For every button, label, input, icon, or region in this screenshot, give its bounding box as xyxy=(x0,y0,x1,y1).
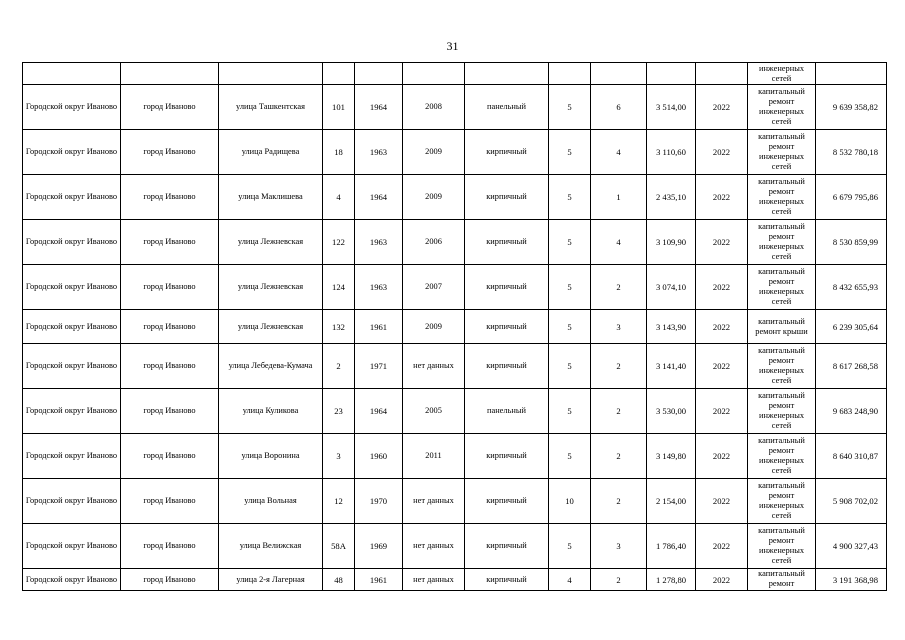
plan-year-cell: 2022 xyxy=(696,265,748,310)
street-cell: улица Ташкентская xyxy=(219,85,323,130)
floors-cell: 5 xyxy=(549,265,591,310)
city-cell: город Иваново xyxy=(121,130,219,175)
year-built-cell: 1964 xyxy=(355,175,403,220)
district-cell: Городской округ Иваново xyxy=(23,85,121,130)
last-renovation-cell: 2009 xyxy=(403,130,465,175)
city-cell: город Иваново xyxy=(121,220,219,265)
area-cell: 3 110,60 xyxy=(647,130,696,175)
plan-year-cell: 2022 xyxy=(696,344,748,389)
cost-cell: 6 679 795,86 xyxy=(816,175,887,220)
floors-cell: 5 xyxy=(549,310,591,344)
wall-material-cell: кирпичный xyxy=(465,130,549,175)
table-row xyxy=(23,265,887,310)
floors-cell: 10 xyxy=(549,479,591,524)
last-renovation-cell: 2011 xyxy=(403,434,465,479)
year-built-cell: 1969 xyxy=(355,524,403,569)
floors-cell: 5 xyxy=(549,130,591,175)
area-cell: 3 149,80 xyxy=(647,434,696,479)
work-type-cell: капитальный ремонт инженерных сетей xyxy=(748,479,816,524)
house-number-cell: 122 xyxy=(323,220,355,265)
table-row xyxy=(23,130,887,175)
table-body xyxy=(23,63,887,591)
year-built-cell: 1971 xyxy=(355,344,403,389)
street-cell: улица Лежневская xyxy=(219,220,323,265)
wall-material-cell: кирпичный xyxy=(465,479,549,524)
plan-year-cell: 2022 xyxy=(696,310,748,344)
entrances-cell: 1 xyxy=(591,175,647,220)
work-type-cell: капитальный ремонт инженерных сетей xyxy=(748,389,816,434)
plan-year-cell: 2022 xyxy=(696,524,748,569)
entrances-cell: 4 xyxy=(591,130,647,175)
last-renovation-cell: нет данных xyxy=(403,524,465,569)
house-number-cell: 18 xyxy=(323,130,355,175)
year-built-cell: 1963 xyxy=(355,130,403,175)
city-cell: город Иваново xyxy=(121,344,219,389)
work-type-cell: капитальный ремонт инженерных сетей xyxy=(748,434,816,479)
last-renovation-cell: нет данных xyxy=(403,569,465,591)
last-renovation-cell: 2008 xyxy=(403,85,465,130)
house-number-cell: 2 xyxy=(323,344,355,389)
district-cell: Городской округ Иваново xyxy=(23,310,121,344)
wall-material-cell: кирпичный xyxy=(465,265,549,310)
work-type-cell: капитальный ремонт инженерных сетей xyxy=(748,344,816,389)
table-row xyxy=(23,569,887,591)
plan-year-cell: 2022 xyxy=(696,479,748,524)
year-built-cell: 1970 xyxy=(355,479,403,524)
area-cell: 3 143,90 xyxy=(647,310,696,344)
area-cell: 3 141,40 xyxy=(647,344,696,389)
floors-cell: 5 xyxy=(549,524,591,569)
street-cell: улица Радищева xyxy=(219,130,323,175)
table-row-continued xyxy=(23,63,887,85)
house-number-cell: 23 xyxy=(323,389,355,434)
area-cell: 3 074,10 xyxy=(647,265,696,310)
house-number-cell: 101 xyxy=(323,85,355,130)
area-cell: 2 435,10 xyxy=(647,175,696,220)
last-renovation-cell: 2005 xyxy=(403,389,465,434)
city-cell: город Иваново xyxy=(121,479,219,524)
entrances-cell: 2 xyxy=(591,265,647,310)
cost-cell: 8 640 310,87 xyxy=(816,434,887,479)
entrances-cell: 2 xyxy=(591,389,647,434)
street-cell: улица 2-я Лагерная xyxy=(219,569,323,591)
wall-material-cell: кирпичный xyxy=(465,175,549,220)
cost-cell: 6 239 305,64 xyxy=(816,310,887,344)
area-cell: 3 109,90 xyxy=(647,220,696,265)
cost-cell: 9 639 358,82 xyxy=(816,85,887,130)
district-cell: Городской округ Иваново xyxy=(23,524,121,569)
street-cell: улица Лебедева-Кумача xyxy=(219,344,323,389)
house-number-cell: 132 xyxy=(323,310,355,344)
house-number-cell: 3 xyxy=(323,434,355,479)
house-number-cell: 4 xyxy=(323,175,355,220)
year-built-cell: 1964 xyxy=(355,85,403,130)
last-renovation-cell: 2007 xyxy=(403,265,465,310)
cost-cell: 8 432 655,93 xyxy=(816,265,887,310)
street-cell: улица Велижская xyxy=(219,524,323,569)
plan-year-cell: 2022 xyxy=(696,85,748,130)
table-row xyxy=(23,344,887,389)
entrances-cell: 2 xyxy=(591,434,647,479)
street-cell: улица Вольная xyxy=(219,479,323,524)
table-row xyxy=(23,434,887,479)
district-cell: Городской округ Иваново xyxy=(23,389,121,434)
area-cell: 2 154,00 xyxy=(647,479,696,524)
page-number: 31 xyxy=(446,39,459,53)
cost-cell: 8 617 268,58 xyxy=(816,344,887,389)
work-type-cell: инженерных сетей xyxy=(748,63,816,85)
work-type-cell: капитальный ремонт инженерных сетей xyxy=(748,524,816,569)
floors-cell: 5 xyxy=(549,389,591,434)
cost-cell: 9 683 248,90 xyxy=(816,389,887,434)
city-cell: город Иваново xyxy=(121,85,219,130)
wall-material-cell: кирпичный xyxy=(465,434,549,479)
cost-cell: 8 532 780,18 xyxy=(816,130,887,175)
table-row xyxy=(23,220,887,265)
plan-year-cell: 2022 xyxy=(696,175,748,220)
floors-cell: 4 xyxy=(549,569,591,591)
plan-year-cell: 2022 xyxy=(696,130,748,175)
wall-material-cell: панельный xyxy=(465,389,549,434)
street-cell: улица Лежневская xyxy=(219,310,323,344)
cost-cell: 3 191 368,98 xyxy=(816,569,887,591)
year-built-cell: 1963 xyxy=(355,220,403,265)
work-type-cell: капитальный ремонт инженерных сетей xyxy=(748,85,816,130)
district-cell: Городской округ Иваново xyxy=(23,175,121,220)
house-number-cell: 48 xyxy=(323,569,355,591)
cost-cell: 4 900 327,43 xyxy=(816,524,887,569)
cost-cell: 8 530 859,99 xyxy=(816,220,887,265)
district-cell: Городской округ Иваново xyxy=(23,130,121,175)
street-cell: улица Куликова xyxy=(219,389,323,434)
wall-material-cell: кирпичный xyxy=(465,524,549,569)
work-type-cell: капитальный ремонт инженерных сетей xyxy=(748,130,816,175)
plan-year-cell: 2022 xyxy=(696,569,748,591)
city-cell: город Иваново xyxy=(121,265,219,310)
entrances-cell: 2 xyxy=(591,344,647,389)
house-number-cell: 12 xyxy=(323,479,355,524)
last-renovation-cell: 2006 xyxy=(403,220,465,265)
last-renovation-cell: 2009 xyxy=(403,175,465,220)
year-built-cell: 1961 xyxy=(355,310,403,344)
floors-cell: 5 xyxy=(549,85,591,130)
floors-cell: 5 xyxy=(549,434,591,479)
house-number-cell: 58А xyxy=(323,524,355,569)
street-cell: улица Маклишева xyxy=(219,175,323,220)
work-type-cell: капитальный ремонт инженерных сетей xyxy=(748,220,816,265)
table-row xyxy=(23,310,887,344)
year-built-cell: 1960 xyxy=(355,434,403,479)
district-cell: Городской округ Иваново xyxy=(23,220,121,265)
area-cell: 1 786,40 xyxy=(647,524,696,569)
table-row xyxy=(23,479,887,524)
district-cell: Городской округ Иваново xyxy=(23,344,121,389)
district-cell: Городской округ Иваново xyxy=(23,569,121,591)
district-cell: Городской округ Иваново xyxy=(23,265,121,310)
plan-year-cell: 2022 xyxy=(696,220,748,265)
floors-cell: 5 xyxy=(549,220,591,265)
wall-material-cell: панельный xyxy=(465,85,549,130)
work-type-cell: капитальный ремонт xyxy=(748,569,816,591)
city-cell: город Иваново xyxy=(121,389,219,434)
city-cell: город Иваново xyxy=(121,175,219,220)
wall-material-cell: кирпичный xyxy=(465,344,549,389)
district-cell: Городской округ Иваново xyxy=(23,479,121,524)
city-cell: город Иваново xyxy=(121,310,219,344)
plan-year-cell: 2022 xyxy=(696,389,748,434)
year-built-cell: 1964 xyxy=(355,389,403,434)
street-cell: улица Лежневская xyxy=(219,265,323,310)
table-row xyxy=(23,175,887,220)
entrances-cell: 6 xyxy=(591,85,647,130)
wall-material-cell: кирпичный xyxy=(465,220,549,265)
city-cell: город Иваново xyxy=(121,434,219,479)
area-cell: 3 530,00 xyxy=(647,389,696,434)
housing-renovation-table xyxy=(22,62,887,591)
work-type-cell: капитальный ремонт инженерных сетей xyxy=(748,265,816,310)
house-number-cell: 124 xyxy=(323,265,355,310)
year-built-cell: 1963 xyxy=(355,265,403,310)
last-renovation-cell: нет данных xyxy=(403,479,465,524)
entrances-cell: 2 xyxy=(591,479,647,524)
floors-cell: 5 xyxy=(549,344,591,389)
work-type-cell: капитальный ремонт инженерных сетей xyxy=(748,175,816,220)
table-row xyxy=(23,524,887,569)
street-cell: улица Воронина xyxy=(219,434,323,479)
work-type-cell: капитальный ремонт крыши xyxy=(748,310,816,344)
plan-year-cell: 2022 xyxy=(696,434,748,479)
city-cell: город Иваново xyxy=(121,524,219,569)
floors-cell: 5 xyxy=(549,175,591,220)
year-built-cell: 1961 xyxy=(355,569,403,591)
last-renovation-cell: нет данных xyxy=(403,344,465,389)
table-row xyxy=(23,389,887,434)
last-renovation-cell: 2009 xyxy=(403,310,465,344)
wall-material-cell: кирпичный xyxy=(465,569,549,591)
wall-material-cell: кирпичный xyxy=(465,310,549,344)
area-cell: 3 514,00 xyxy=(647,85,696,130)
entrances-cell: 3 xyxy=(591,524,647,569)
entrances-cell: 2 xyxy=(591,569,647,591)
entrances-cell: 3 xyxy=(591,310,647,344)
cost-cell: 5 908 702,02 xyxy=(816,479,887,524)
entrances-cell: 4 xyxy=(591,220,647,265)
district-cell: Городской округ Иваново xyxy=(23,434,121,479)
table-row xyxy=(23,85,887,130)
city-cell: город Иваново xyxy=(121,569,219,591)
area-cell: 1 278,80 xyxy=(647,569,696,591)
